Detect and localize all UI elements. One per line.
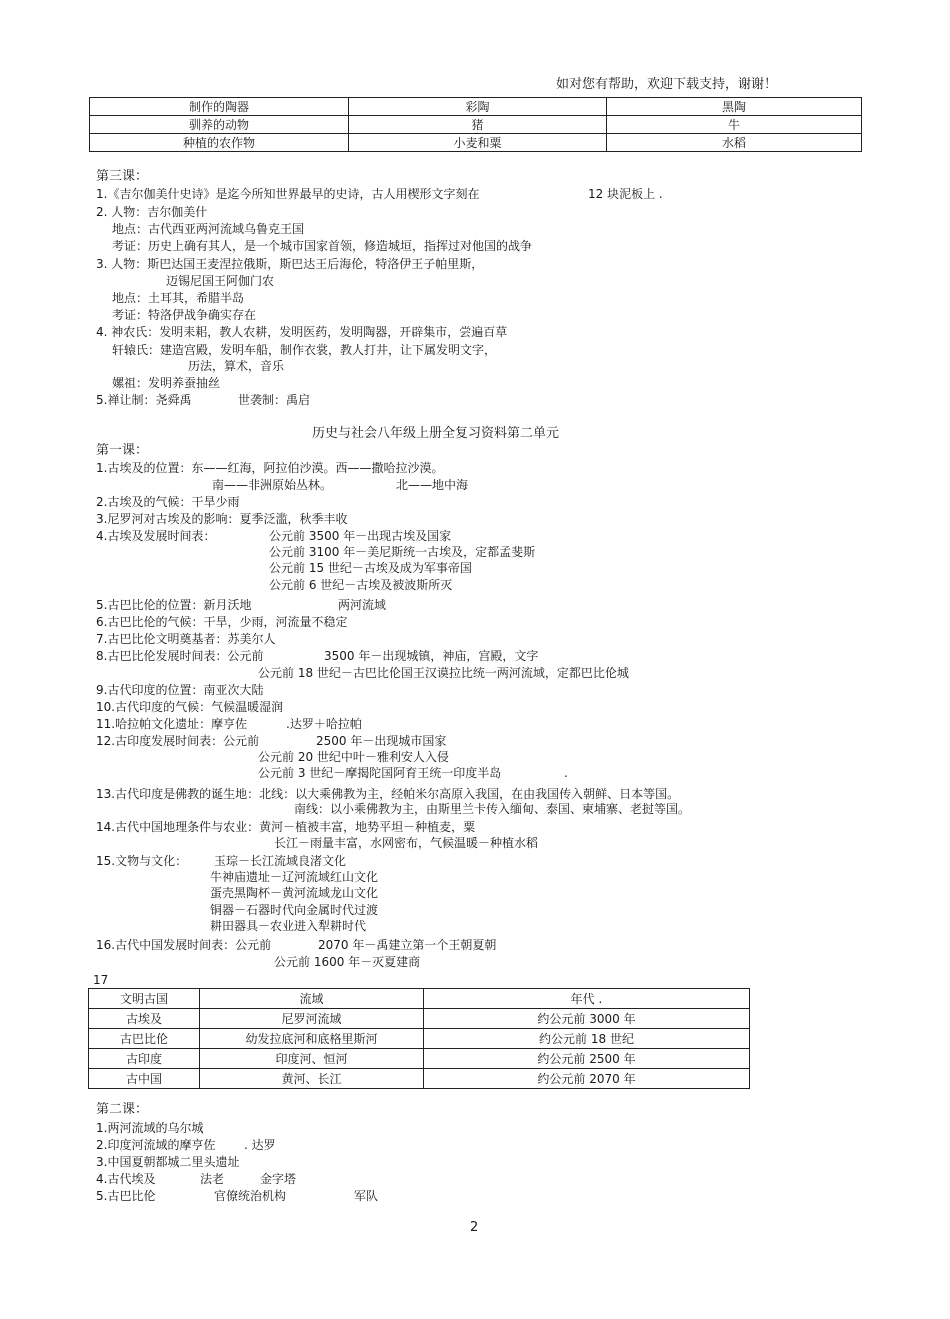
text-line: 8.古巴比伦发展时间表：公元前 [96,649,264,663]
text-line: 公元前 18 世纪－古巴比伦国王汉谟拉比统一两河流域，定都巴比伦城 [258,666,629,680]
table-cell: 驯养的动物 [90,116,349,134]
text-line: 11.哈拉帕文化遗址：摩亨佐 [96,717,248,731]
text-line: 1.古埃及的位置：东——红海，阿拉伯沙漠。西——撒哈拉沙漠。 [96,461,444,475]
table-header-cell: 文明古国 [89,989,200,1009]
text-line: 4. 神农氏：发明耒耜，教人农耕，发明医药，发明陶器，开辟集市，尝遍百草 [96,325,508,339]
lesson3-heading: 第三课： [96,169,149,184]
text-line: 公元前 20 世纪中叶－雅利安人入侵 [258,750,449,764]
text-line: 轩辕氏：建造宫殿，发明车船，制作衣裳，教人打井，让下属发明文字， [112,343,497,357]
table-row [90,116,862,134]
text-line: 3.尼罗河对古埃及的影响：夏季泛滥，秋季丰收 [96,512,348,526]
text-line: 5.禅让制：尧舜禹 [96,393,192,407]
text-line: 4.古埃及发展时间表： [96,529,216,543]
lesson1-heading: 第一课： [96,443,149,458]
text-line: 2.古埃及的气候：干旱少雨 [96,495,240,509]
text-line: 考证：特洛伊战争确实存在 [112,308,257,322]
table-row [89,1029,750,1049]
table-header-cell: 年代 . [424,989,750,1009]
table-cell: 古印度 [89,1049,200,1069]
table-cell: 约公元前 3000 年 [424,1009,750,1029]
table-header-row [89,989,750,1009]
text-line: 地点：土耳其，希腊半岛 [112,291,245,305]
table-cell: 古中国 [89,1069,200,1089]
text-line: . [564,766,568,780]
text-line: 2. 人物：吉尔伽美什 [96,205,208,219]
text-line: 2.印度河流域的摩亨佐 [96,1138,216,1152]
text-line: 5.古巴比伦 [96,1189,156,1203]
table-cell: 彩陶 [349,98,607,116]
table-cell: 古巴比伦 [89,1029,200,1049]
table-row [90,134,862,152]
table-cell: 尼罗河流域 [200,1009,424,1029]
text-line: 南线：以小乘佛教为主，由斯里兰卡传入缅甸、泰国、柬埔寨、老挝等国。 [294,802,691,816]
text-line: .达罗＋哈拉帕 [286,717,362,731]
text-line: 12.古印度发展时间表：公元前 [96,734,260,748]
text-line: 3.中国夏朝都城二里头遗址 [96,1155,240,1169]
table-row [90,98,862,116]
ancient-civilizations-table [88,988,750,1089]
text-line: 公元前 15 世纪－古埃及成为军事帝国 [269,561,472,575]
text-line: 公元前 3500 年－出现古埃及国家 [269,529,452,543]
text-line: 南——非洲原始丛林。 [212,478,333,492]
text-line: 公元前 3100 年－美尼斯统一古埃及，定都孟斐斯 [269,545,536,559]
text-line: 法老 [200,1172,225,1186]
text-line: 历法，算术，音乐 [188,359,285,373]
text-line: 官僚统治机构 [214,1189,287,1203]
text-line: 公元前 1600 年－灭夏建商 [274,955,421,969]
table-cell: 黄河、长江 [200,1069,424,1089]
text-line: 9.古代印度的位置：南亚次大陆 [96,683,264,697]
text-line: 嫘祖：发明养蚕抽丝 [112,376,221,390]
table-cell: 约公元前 18 世纪 [424,1029,750,1049]
table-cell: 种植的农作物 [90,134,349,152]
lesson2-heading: 第二课： [96,1102,149,1117]
text-line: 10.古代印度的气候：气候温暖湿润 [96,700,284,714]
text-line: 4.古代埃及 [96,1172,156,1186]
table-cell: 猪 [349,116,607,134]
text-line: 世袭制：禹启 [238,393,311,407]
table-cell: 黑陶 [607,98,862,116]
table-cell: 约公元前 2500 年 [424,1049,750,1069]
text-line: 考证：历史上确有其人，是一个城市国家首领，修造城垣，指挥过对他国的战争 [112,239,533,253]
page-number: 2 [470,1220,479,1235]
text-line: 铜器－石器时代向金属时代过渡 [210,903,379,917]
table-cell: 古埃及 [89,1009,200,1029]
table-cell: 小麦和粟 [349,134,607,152]
text-line: 13.古代印度是佛教的诞生地：北线：以大乘佛教为主，经帕米尔高原入我国，在由我国传入朝鲜、日本等国。 [96,787,680,801]
text-line: 公元前 6 世纪－古埃及被波斯所灭 [269,578,453,592]
text-line: 17 [93,973,109,987]
text-line: 军队 [354,1189,379,1203]
text-line: 耕田器具－农业进入犁耕时代 [210,919,367,933]
text-line: 公元前 3 世纪－摩揭陀国阿育王统一印度半岛 [258,766,502,780]
table-row [89,1049,750,1069]
table-header-cell: 流域 [200,989,424,1009]
text-line: 5.古巴比伦的位置：新月沃地 [96,598,252,612]
text-line: 迈锡尼国王阿伽门农 [166,274,275,288]
text-line: 两河流域 [338,598,387,612]
text-line: 蛋壳黑陶杯－黄河流域龙山文化 [210,886,379,900]
table-cell: 约公元前 2070 年 [424,1069,750,1089]
table-cell: 牛 [607,116,862,134]
unit2-title: 历史与社会八年级上册全复习资料第二单元 [312,426,560,441]
text-line: 长江－雨量丰富，水网密布，气候温暖－种植水稻 [274,836,539,850]
text-line: 16.古代中国发展时间表：公元前 [96,938,272,952]
text-line: 牛神庙遗址－辽河流域红山文化 [210,870,379,884]
text-line: 7.古巴比伦文明奠基者：苏美尔人 [96,632,276,646]
text-line: 1.《吉尔伽美什史诗》是迄今所知世界最早的史诗，古人用楔形文字刻在 [96,187,480,201]
table-cell: 幼发拉底河和底格里斯河 [200,1029,424,1049]
text-line: 15.文物与文化： [96,854,188,868]
text-line: 2070 年－禹建立第一个王朝夏朝 [318,938,497,952]
table-row [89,1069,750,1089]
text-line: . 达罗 [244,1138,276,1152]
crops-animals-table [89,97,862,152]
text-line: 2500 年－出现城市国家 [316,734,447,748]
text-line: 北——地中海 [396,478,469,492]
header-note: 如对您有帮助，欢迎下载支持，谢谢！ [556,77,778,92]
text-line: 3. 人物：斯巴达国王麦涅拉俄斯，斯巴达王后海伦，特洛伊王子帕里斯， [96,257,484,271]
table-cell: 印度河、恒河 [200,1049,424,1069]
text-line: 3500 年－出现城镇，神庙，宫殿，文字 [324,649,539,663]
table-cell: 制作的陶器 [90,98,349,116]
text-line: 玉琮－长江流域良渚文化 [214,854,347,868]
text-line: 金字塔 [260,1172,297,1186]
table-row [89,1009,750,1029]
text-line: 12 块泥板上 . [588,187,663,201]
table-cell: 水稻 [607,134,862,152]
text-line: 1.两河流域的乌尔城 [96,1121,204,1135]
text-line: 14.古代中国地理条件与农业：黄河－植被丰富，地势平坦－种植麦，粟 [96,820,476,834]
text-line: 地点：古代西亚两河流域乌鲁克王国 [112,222,305,236]
text-line: 6.古巴比伦的气候：干旱，少雨，河流量不稳定 [96,615,348,629]
